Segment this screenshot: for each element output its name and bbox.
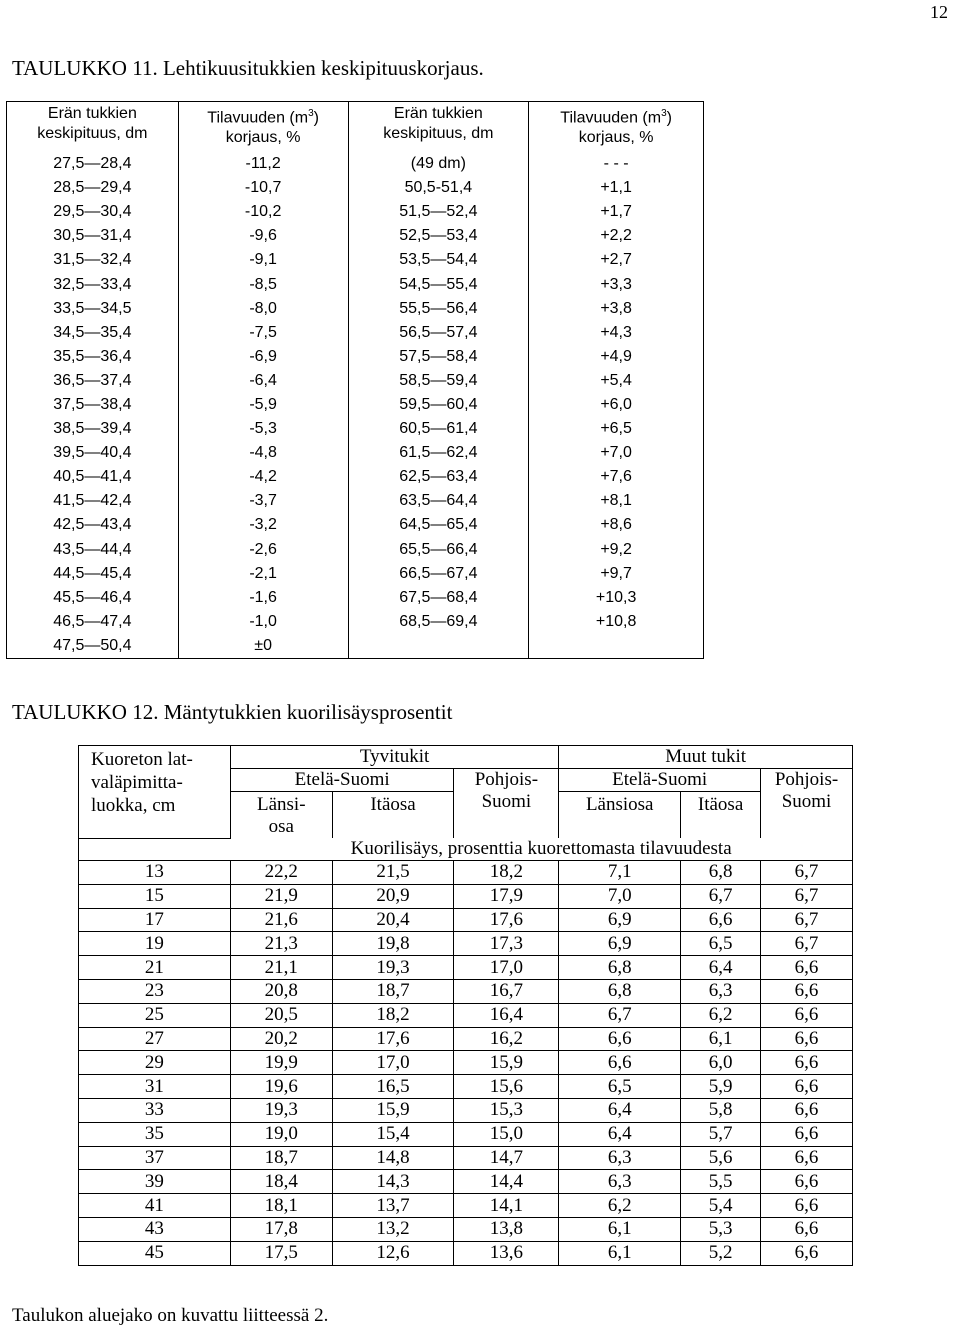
table-cell: 6,6 <box>761 1241 853 1265</box>
table-cell: 6,6 <box>761 1098 853 1122</box>
table-row <box>79 1146 853 1170</box>
table-row <box>7 176 704 200</box>
table-cell: +7,0 <box>529 441 704 465</box>
header-text: keskipituus, dm <box>383 125 494 142</box>
table-cell: 17,0 <box>332 1051 454 1075</box>
table-cell: 6,4 <box>559 1122 681 1146</box>
table-row <box>7 224 704 248</box>
table-cell: 6,8 <box>559 956 681 980</box>
header-text: Pohjois- <box>474 769 539 790</box>
table-cell: 38,5—39,4 <box>7 417 179 441</box>
table-cell: -6,4 <box>178 369 348 393</box>
table-cell: 18,7 <box>332 979 454 1003</box>
table-cell: 13,7 <box>332 1194 454 1218</box>
table-cell: +10,3 <box>529 586 704 610</box>
header-text: ) <box>666 109 672 127</box>
table-cell: 16,7 <box>454 979 559 1003</box>
stub-spacer <box>79 838 231 861</box>
table-cell: 6,7 <box>761 861 853 885</box>
table-cell: - - - <box>529 152 704 176</box>
table-cell: 6,9 <box>559 908 681 932</box>
table-cell: 13,6 <box>454 1241 559 1265</box>
table-cell: -11,2 <box>178 152 348 176</box>
table-cell: 18,7 <box>230 1146 332 1170</box>
table-cell: 6,6 <box>761 1194 853 1218</box>
table-12-header-row-1 <box>79 746 853 769</box>
diameter-class-cell: 31 <box>79 1075 231 1099</box>
table-cell: 46,5—47,4 <box>7 610 179 634</box>
diameter-class-cell: 39 <box>79 1170 231 1194</box>
table-row <box>7 489 704 513</box>
muut-tukit-header: Muut tukit <box>559 746 853 769</box>
table-cell: 6,6 <box>761 956 853 980</box>
table-cell: 13,2 <box>332 1217 454 1241</box>
table-cell: +3,8 <box>529 297 704 321</box>
table-cell: 44,5—45,4 <box>7 562 179 586</box>
table-cell: 19,0 <box>230 1122 332 1146</box>
table-cell: +1,7 <box>529 200 704 224</box>
footnote: Taulukon aluejako on kuvattu liitteessä 2. <box>12 1305 329 1326</box>
table-11-header-row <box>7 102 704 153</box>
table-cell: -6,9 <box>178 345 348 369</box>
etela-suomi-header: Etelä-Suomi <box>230 769 454 792</box>
table-cell: 56,5—57,4 <box>348 321 529 345</box>
table-cell: 5,7 <box>681 1122 761 1146</box>
table-cell: 51,5—52,4 <box>348 200 529 224</box>
table-cell: 58,5—59,4 <box>348 369 529 393</box>
table-row <box>79 861 853 885</box>
table-cell: 43,5—44,4 <box>7 538 179 562</box>
table-cell: 6,6 <box>761 1146 853 1170</box>
header-text: Erän tukkien <box>47 105 137 122</box>
table-cell: +7,6 <box>529 465 704 489</box>
table-cell: 54,5—55,4 <box>348 272 529 296</box>
diameter-class-cell: 41 <box>79 1194 231 1218</box>
table-row <box>79 1051 853 1075</box>
table-cell: 36,5—37,4 <box>7 369 179 393</box>
table-12-title: TAULUKKO 12. Mäntytukkien kuorilisäysprosentit <box>12 700 453 724</box>
table-cell: 6,6 <box>761 1122 853 1146</box>
table-cell: 5,5 <box>681 1170 761 1194</box>
table-cell: 16,2 <box>454 1027 559 1051</box>
table-cell: -4,2 <box>178 465 348 489</box>
table-cell: 19,3 <box>332 956 454 980</box>
table-cell: 17,8 <box>230 1217 332 1241</box>
table-cell: 66,5—67,4 <box>348 562 529 586</box>
table-cell: 6,6 <box>559 1051 681 1075</box>
table-cell: -9,6 <box>178 224 348 248</box>
table-cell: 18,2 <box>454 861 559 885</box>
table-cell: 52,5—53,4 <box>348 224 529 248</box>
table-cell: 21,3 <box>230 932 332 956</box>
table-cell: 30,5—31,4 <box>7 224 179 248</box>
table-cell: +6,5 <box>529 417 704 441</box>
table-cell: 15,9 <box>454 1051 559 1075</box>
table-cell: -7,5 <box>178 321 348 345</box>
table-cell: -8,5 <box>178 272 348 296</box>
table-cell: 21,6 <box>230 908 332 932</box>
table-cell: 6,3 <box>681 979 761 1003</box>
table-cell: 6,0 <box>681 1051 761 1075</box>
table-cell: 18,4 <box>230 1170 332 1194</box>
table-row <box>7 369 704 393</box>
diameter-class-cell: 25 <box>79 1003 231 1027</box>
table-row <box>7 152 704 176</box>
table-12-unit-row <box>79 838 853 861</box>
header-text: korjaus, % <box>578 129 654 147</box>
table-cell: +2,7 <box>529 248 704 272</box>
table-12 <box>78 745 853 1266</box>
tyvitukit-header: Tyvitukit <box>230 746 558 769</box>
table-row <box>7 465 704 489</box>
header-text: keskipituus, dm <box>37 125 148 142</box>
table-cell: 6,2 <box>559 1194 681 1218</box>
table-cell: +9,2 <box>529 538 704 562</box>
table-cell: 15,6 <box>454 1075 559 1099</box>
table-row <box>79 932 853 956</box>
table-row <box>7 562 704 586</box>
header-text: luokka, cm <box>91 795 176 816</box>
table-row <box>7 538 704 562</box>
table-cell: 6,6 <box>761 1075 853 1099</box>
table-cell: 19,6 <box>230 1075 332 1099</box>
table-row <box>7 272 704 296</box>
table-cell: 6,6 <box>681 908 761 932</box>
table-cell: 32,5—33,4 <box>7 272 179 296</box>
table-cell: 6,6 <box>761 1217 853 1241</box>
table-cell: 53,5—54,4 <box>348 248 529 272</box>
table-cell: 21,9 <box>230 884 332 908</box>
table-cell: 19,9 <box>230 1051 332 1075</box>
header-text: korjaus, % <box>225 129 301 147</box>
diameter-class-cell: 29 <box>79 1051 231 1075</box>
table-cell: 17,9 <box>454 884 559 908</box>
diameter-class-cell: 21 <box>79 956 231 980</box>
table-row <box>79 1194 853 1218</box>
table-cell: 5,3 <box>681 1217 761 1241</box>
table-cell: 27,5—28,4 <box>7 152 179 176</box>
diameter-class-cell: 45 <box>79 1241 231 1265</box>
table-cell: +3,3 <box>529 272 704 296</box>
table-cell: 33,5—34,5 <box>7 297 179 321</box>
table-cell: 35,5—36,4 <box>7 345 179 369</box>
table-cell: 45,5—46,4 <box>7 586 179 610</box>
table-cell: 18,2 <box>332 1003 454 1027</box>
table-row <box>79 1027 853 1051</box>
table-cell: 20,2 <box>230 1027 332 1051</box>
table-cell: -9,1 <box>178 248 348 272</box>
table-cell: 12,6 <box>332 1241 454 1265</box>
table-cell: 6,6 <box>761 1027 853 1051</box>
table-cell: 57,5—58,4 <box>348 345 529 369</box>
table-cell: 20,5 <box>230 1003 332 1027</box>
table-row <box>7 610 704 634</box>
table-cell: 37,5—38,4 <box>7 393 179 417</box>
table-cell: 6,3 <box>559 1146 681 1170</box>
table-cell: 19,8 <box>332 932 454 956</box>
table-row <box>7 345 704 369</box>
diameter-class-cell: 37 <box>79 1146 231 1170</box>
header-text: ) <box>313 109 319 127</box>
table-row <box>7 248 704 272</box>
superscript: 3 <box>661 108 667 119</box>
diameter-class-cell: 35 <box>79 1122 231 1146</box>
table-cell: 6,5 <box>681 932 761 956</box>
table-cell: 6,6 <box>761 1003 853 1027</box>
diameter-class-cell: 15 <box>79 884 231 908</box>
table-row <box>7 441 704 465</box>
table-row <box>79 1003 853 1027</box>
itaosa-header: Itäosa <box>681 792 761 839</box>
table-cell: +2,2 <box>529 224 704 248</box>
table-cell: 6,5 <box>559 1075 681 1099</box>
etela-suomi-header: Etelä-Suomi <box>559 769 761 792</box>
table-cell: -2,6 <box>178 538 348 562</box>
table-cell: +8,1 <box>529 489 704 513</box>
table-cell: 6,7 <box>559 1003 681 1027</box>
table-cell: 17,5 <box>230 1241 332 1265</box>
table-cell: 50,5-51,4 <box>348 176 529 200</box>
diameter-class-cell: 33 <box>79 1098 231 1122</box>
table-cell: -3,7 <box>178 489 348 513</box>
table-cell: 29,5—30,4 <box>7 200 179 224</box>
table-row <box>79 1217 853 1241</box>
table-cell: 59,5—60,4 <box>348 393 529 417</box>
table-cell: 19,3 <box>230 1098 332 1122</box>
table-cell: +4,3 <box>529 321 704 345</box>
table-cell: 6,9 <box>559 932 681 956</box>
table-row <box>79 908 853 932</box>
table-row <box>7 586 704 610</box>
table-cell <box>529 634 704 659</box>
table-row <box>7 513 704 537</box>
table-cell: 62,5—63,4 <box>348 465 529 489</box>
table-cell: (49 dm) <box>348 152 529 176</box>
table-cell: 7,1 <box>559 861 681 885</box>
header-cell <box>348 102 529 153</box>
table-cell: -1,0 <box>178 610 348 634</box>
table-row <box>7 297 704 321</box>
table-cell: -4,8 <box>178 441 348 465</box>
table-cell: 16,4 <box>454 1003 559 1027</box>
header-text: valäpimitta- <box>91 772 183 793</box>
table-cell: -5,9 <box>178 393 348 417</box>
table-cell: 61,5—62,4 <box>348 441 529 465</box>
header-text: Länsi- <box>256 794 306 815</box>
table-cell: 5,4 <box>681 1194 761 1218</box>
header-text: osa <box>268 816 294 837</box>
unit-header: Kuorilisäys, prosenttia kuorettomasta tilavuudesta <box>230 838 852 861</box>
diameter-class-cell: 19 <box>79 932 231 956</box>
table-cell: 6,4 <box>559 1098 681 1122</box>
table-cell: 6,7 <box>761 908 853 932</box>
table-cell: 21,5 <box>332 861 454 885</box>
header-text: Kuoreton lat- <box>91 749 193 770</box>
table-cell: 6,8 <box>681 861 761 885</box>
table-cell: -10,2 <box>178 200 348 224</box>
table-cell: 6,7 <box>761 932 853 956</box>
table-cell: -2,1 <box>178 562 348 586</box>
table-cell: 15,9 <box>332 1098 454 1122</box>
table-cell: 6,7 <box>761 884 853 908</box>
table-cell: 67,5—68,4 <box>348 586 529 610</box>
table-cell: 6,2 <box>681 1003 761 1027</box>
table-cell: 55,5—56,4 <box>348 297 529 321</box>
table-cell: 6,1 <box>559 1217 681 1241</box>
table-cell: 63,5—64,4 <box>348 489 529 513</box>
table-cell: 6,7 <box>681 884 761 908</box>
table-cell: 17,0 <box>454 956 559 980</box>
table-cell: 42,5—43,4 <box>7 513 179 537</box>
header-text: Suomi <box>781 791 832 812</box>
table-cell: 6,6 <box>761 1051 853 1075</box>
header-cell <box>7 102 179 153</box>
table-cell: 14,3 <box>332 1170 454 1194</box>
table-cell: 13,8 <box>454 1217 559 1241</box>
itaosa-header: Itäosa <box>332 792 454 839</box>
table-cell: 20,8 <box>230 979 332 1003</box>
table-cell: +6,0 <box>529 393 704 417</box>
table-cell: 14,7 <box>454 1146 559 1170</box>
table-cell: +1,1 <box>529 176 704 200</box>
table-row <box>7 393 704 417</box>
table-cell: 64,5—65,4 <box>348 513 529 537</box>
table-row <box>79 1170 853 1194</box>
table-cell: 47,5—50,4 <box>7 634 179 659</box>
table-cell: +8,6 <box>529 513 704 537</box>
table-cell: 22,2 <box>230 861 332 885</box>
diameter-class-cell: 13 <box>79 861 231 885</box>
table-row <box>7 321 704 345</box>
table-cell: 15,0 <box>454 1122 559 1146</box>
table-cell: 17,6 <box>454 908 559 932</box>
table-cell: 40,5—41,4 <box>7 465 179 489</box>
table-cell: +4,9 <box>529 345 704 369</box>
table-cell: 6,4 <box>681 956 761 980</box>
diameter-class-cell: 27 <box>79 1027 231 1051</box>
table-cell: 15,3 <box>454 1098 559 1122</box>
table-cell: 17,6 <box>332 1027 454 1051</box>
table-cell: 6,3 <box>559 1170 681 1194</box>
header-text: Tilavuuden (m <box>207 109 309 127</box>
table-cell: 6,6 <box>559 1027 681 1051</box>
table-row <box>79 956 853 980</box>
table-cell: -8,0 <box>178 297 348 321</box>
table-row <box>7 200 704 224</box>
table-cell: 68,5—69,4 <box>348 610 529 634</box>
table-cell: -3,2 <box>178 513 348 537</box>
table-row <box>79 979 853 1003</box>
table-cell: 6,1 <box>681 1027 761 1051</box>
pohjois-suomi-header <box>454 769 559 839</box>
table-cell: 17,3 <box>454 932 559 956</box>
table-cell: -10,7 <box>178 176 348 200</box>
table-cell: 31,5—32,4 <box>7 248 179 272</box>
table-cell: 14,4 <box>454 1170 559 1194</box>
page-number: 12 <box>930 2 948 22</box>
header-text: Erän tukkien <box>393 105 483 122</box>
table-cell: 7,0 <box>559 884 681 908</box>
table-cell: 34,5—35,4 <box>7 321 179 345</box>
diameter-class-cell: 23 <box>79 979 231 1003</box>
table-cell: 14,1 <box>454 1194 559 1218</box>
table-cell: -5,3 <box>178 417 348 441</box>
table-cell: ±0 <box>178 634 348 659</box>
table-cell: 20,9 <box>332 884 454 908</box>
table-row <box>7 634 704 659</box>
table-cell: 5,6 <box>681 1146 761 1170</box>
table-cell: +10,8 <box>529 610 704 634</box>
table-cell: 18,1 <box>230 1194 332 1218</box>
lansiosa-header <box>230 792 332 839</box>
table-cell: 6,6 <box>761 1170 853 1194</box>
table-cell: 6,1 <box>559 1241 681 1265</box>
table-cell: 15,4 <box>332 1122 454 1146</box>
table-cell: -1,6 <box>178 586 348 610</box>
stub-header <box>79 746 231 839</box>
table-cell: 21,1 <box>230 956 332 980</box>
table-row <box>79 1075 853 1099</box>
table-cell: 6,6 <box>761 979 853 1003</box>
table-cell: +9,7 <box>529 562 704 586</box>
table-row <box>79 1098 853 1122</box>
table-cell: 28,5—29,4 <box>7 176 179 200</box>
table-row <box>7 417 704 441</box>
header-text: Tilavuuden (m <box>560 109 662 127</box>
table-cell: 65,5—66,4 <box>348 538 529 562</box>
table-cell: 20,4 <box>332 908 454 932</box>
table-cell: 5,2 <box>681 1241 761 1265</box>
table-cell: 41,5—42,4 <box>7 489 179 513</box>
pohjois-suomi-header <box>761 769 853 839</box>
table-11-title: TAULUKKO 11. Lehtikuusitukkien keskipituuskorjaus. <box>12 56 484 80</box>
table-row <box>79 1122 853 1146</box>
table-cell: 60,5—61,4 <box>348 417 529 441</box>
table-cell: 5,8 <box>681 1098 761 1122</box>
header-text: Suomi <box>481 791 532 812</box>
table-cell: 5,9 <box>681 1075 761 1099</box>
diameter-class-cell: 17 <box>79 908 231 932</box>
header-text: Pohjois- <box>774 769 839 790</box>
table-cell: 6,8 <box>559 979 681 1003</box>
table-cell: 16,5 <box>332 1075 454 1099</box>
superscript: 3 <box>308 108 314 119</box>
header-cell <box>178 102 348 153</box>
table-row <box>79 1241 853 1265</box>
lansiosa-header: Länsiosa <box>559 792 681 839</box>
table-cell: 14,8 <box>332 1146 454 1170</box>
table-cell: +5,4 <box>529 369 704 393</box>
table-11 <box>6 101 704 659</box>
table-row <box>79 884 853 908</box>
table-cell <box>348 634 529 659</box>
diameter-class-cell: 43 <box>79 1217 231 1241</box>
table-cell: 39,5—40,4 <box>7 441 179 465</box>
header-cell <box>529 102 704 153</box>
